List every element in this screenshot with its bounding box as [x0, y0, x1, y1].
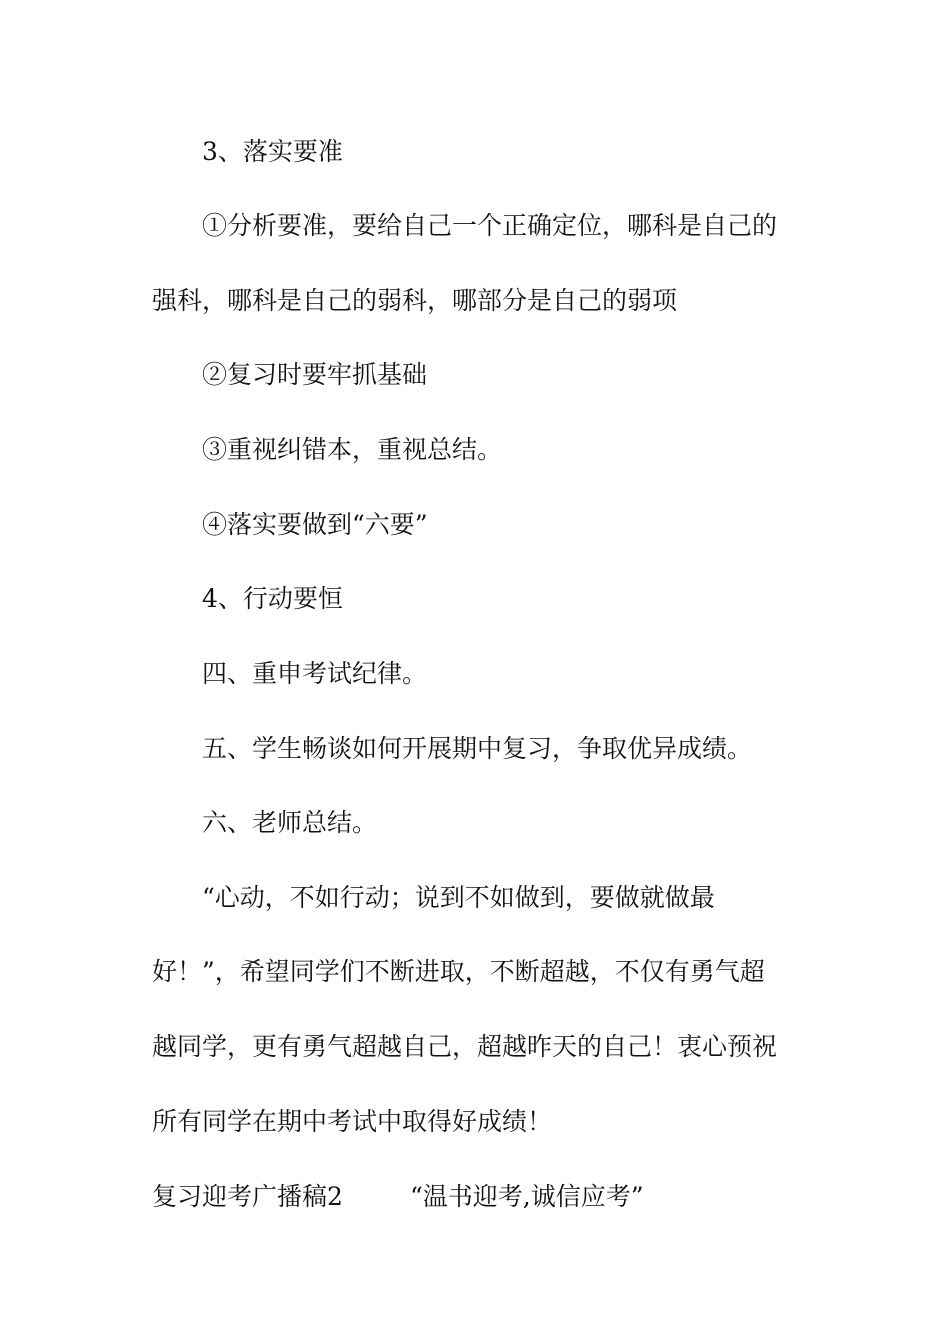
- section-heading-four: 四、重申考试纪律。: [202, 659, 428, 688]
- quote-paragraph-line: “心动，不如行动；说到不如做到，要做就做最: [202, 883, 715, 912]
- paragraph-line: 强科，哪科是自己的弱科，哪部分是自己的弱项: [152, 286, 678, 315]
- quote-paragraph-line: 越同学，更有勇气超越自己，超越昨天的自己！衷心预祝: [152, 1032, 778, 1061]
- document-heading-title: 复习迎考广播稿2: [152, 1182, 343, 1211]
- paragraph-line: ④落实要做到“六要”: [202, 510, 428, 539]
- section-heading-six: 六、老师总结。: [202, 808, 378, 837]
- quote-paragraph-line: 好！”，希望同学们不断进取，不断超越，不仅有勇气超: [152, 957, 765, 986]
- paragraph-line: ③重视纠错本，重视总结。: [202, 435, 503, 464]
- quote-paragraph-line: 所有同学在期中考试中取得好成绩！: [152, 1107, 553, 1136]
- section-heading-3: 3、落实要准: [202, 137, 343, 166]
- section-heading-five: 五、学生畅谈如何开展期中复习，争取优异成绩。: [202, 734, 753, 763]
- document-heading-subtitle: “温书迎考,诚信应考”: [410, 1182, 644, 1211]
- paragraph-line: ②复习时要牢抓基础: [202, 360, 428, 389]
- section-heading-4: 4、行动要恒: [202, 584, 343, 613]
- paragraph-line: ①分析要准，要给自己一个正确定位，哪科是自己的: [202, 211, 778, 240]
